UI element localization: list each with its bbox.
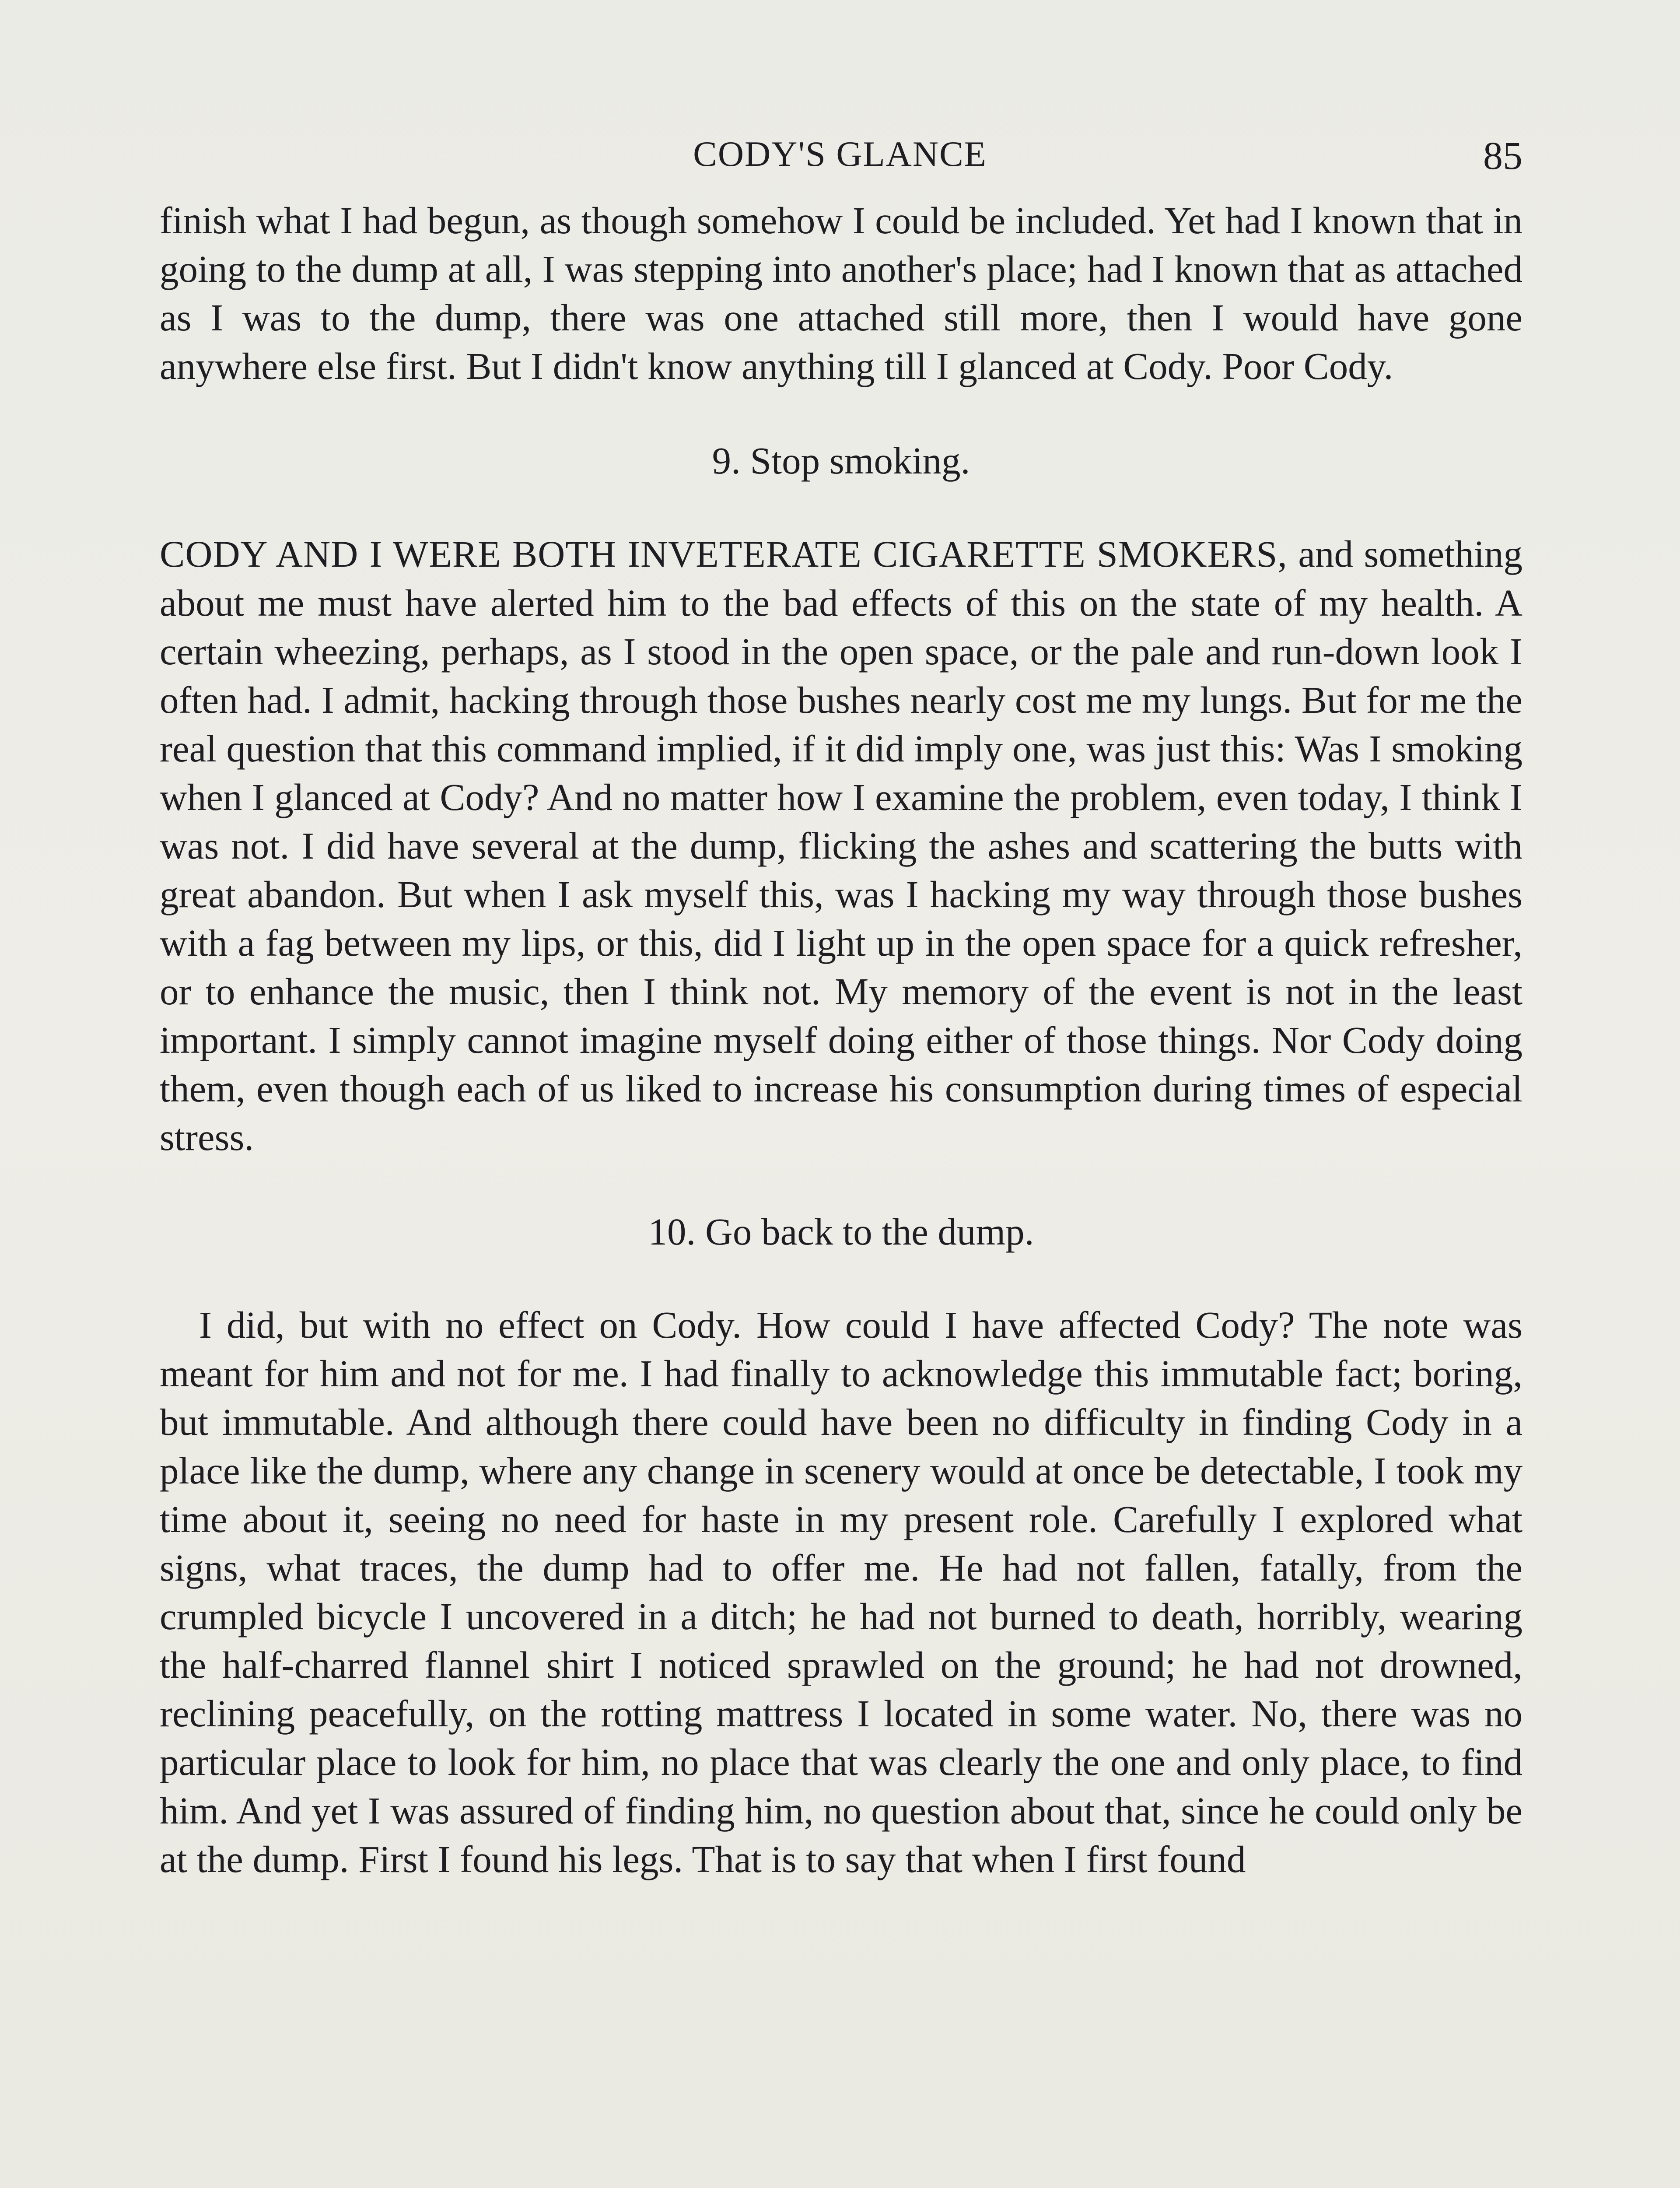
spacer [160, 390, 1522, 436]
section-heading-10: 10. Go back to the dump. [648, 1210, 1034, 1253]
body-text [160, 196, 1522, 1883]
small-caps-opening: CODY AND I WERE BOTH INVETERATE CIGARETTE SMOKERS, [160, 533, 1288, 575]
spacer [160, 1161, 1522, 1207]
page-header [158, 133, 1522, 182]
paragraph-smoking [160, 529, 1522, 1161]
paragraph-dump: I did, but with no effect on Cody. How could I have affected Cody? The note was meant for him and not for me. I had finally to acknowledge this immutable fact; boring, but immutable. And although there could have been no difficulty in finding Cody in a place like the dump, where any change in scenery would at once be detectable, I took my time about it, seeing no need for haste in my present role. Carefully I explored what signs, what traces, the dump had to offer me. He had not fallen, fatally, from the crumpled bicycle I uncovered in a ditch; he had not burned to death, horribly, wearing the half-charred flannel shirt I noticed sprawled on the ground; he had not drowned, reclining peacefully, on the rotting mattress I located in some water. No, there was no particular place to look for him, no place that was clearly the one and only place, to find him. And yet I was assured of finding him, no question about that, since he could only be at the dump. First I found his legs. That is to say that when I first found [160, 1304, 1522, 1880]
paragraph-continued: finish what I had begun, as though somehow I could be included. Yet had I known that in going to the dump at all, I was stepping into another's place; had I known that as attached as I was to the dump, there was one attached still more, then I would have gone anywhere else first. But I didn't know anything till I glanced at Cody. Poor Cody. [160, 199, 1522, 387]
page-number: 85 [1483, 134, 1522, 178]
paragraph-smoking-text: and something about me must have alerted him to the bad effects of this on the state of my health. A certain wheezing, perhaps, as I stood in the open space, or the pale and run-down look I often had. I admit, hacking through those bushes nearly cost me my lungs. But for me the real question that this command implied, if it did imply one, was just this: Was I smoking when I glanced at Cody? And no matter how I examine the problem, even today, I think I was not. I did have several at the dump, flicking the ashes and scattering the butts with great abandon. But when I ask myself this, was I hacking my way through those bushes with a fag between my lips, or this, did I light up in the open space for a quick refresher, or to enhance the music, then I think not. My memory of the event is not in the least important. I simply cannot imagine myself doing either of those things. Nor Cody doing them, even though each of us liked to increase his consumption during times of especial stress. [160, 533, 1522, 1158]
spacer [160, 485, 1522, 529]
spacer [160, 1256, 1522, 1301]
section-heading-9: 9. Stop smoking. [712, 439, 970, 482]
running-title: CODY'S GLANCE [693, 134, 987, 174]
